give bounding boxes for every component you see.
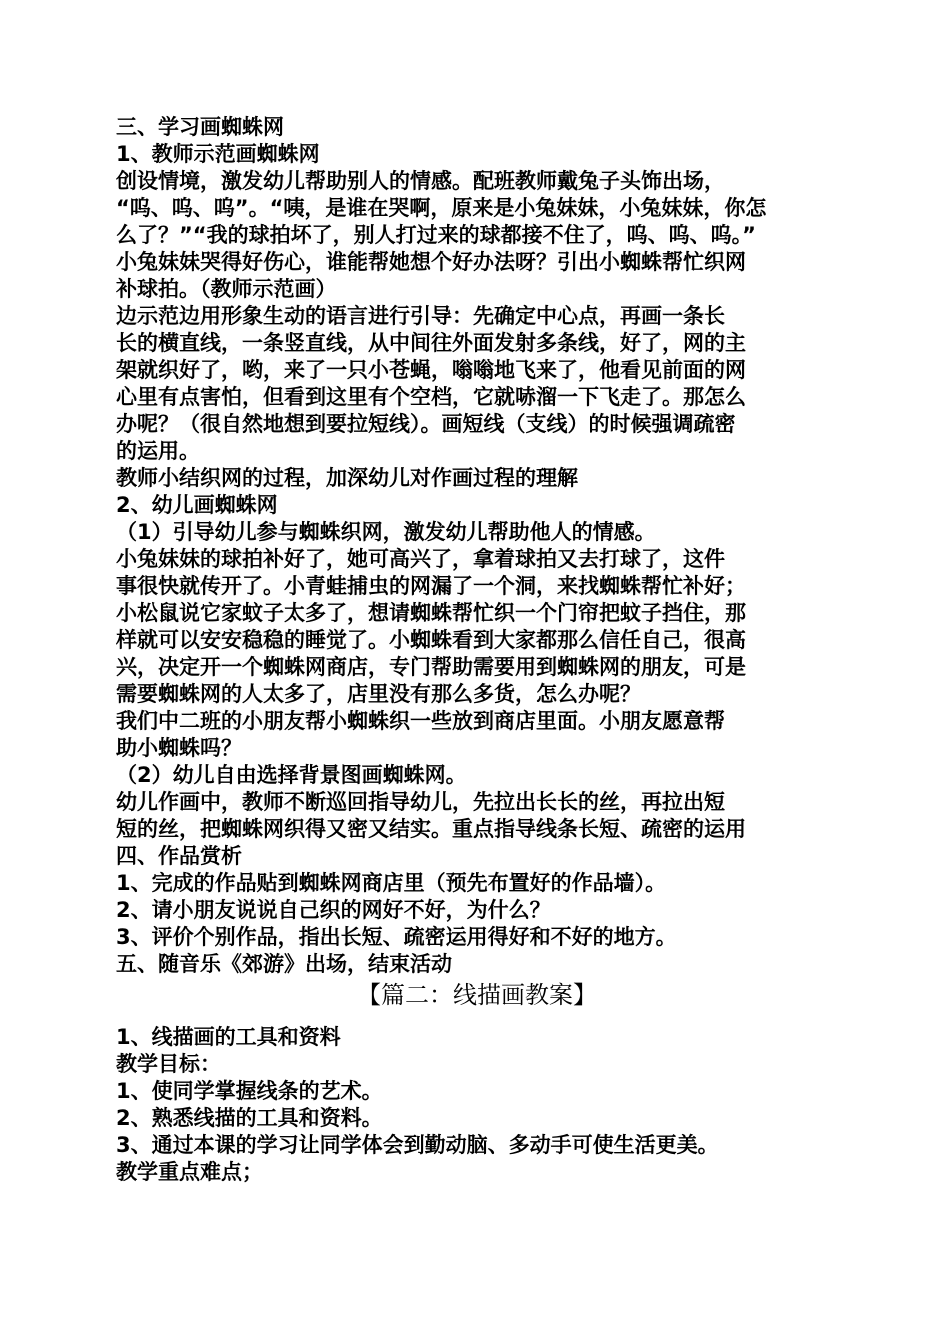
lesson-part-1 <box>116 114 838 978</box>
text-line: 小松鼠说它家蚊子太多了，想请蜘蛛帮忙织一个门帘把蚊子挡住，那 <box>116 601 746 625</box>
text-line: 创设情境，激发幼儿帮助别人的情感。配班教师戴兔子头饰出场， <box>116 169 725 193</box>
text-line: 补球拍。（教师示范画） <box>116 277 337 301</box>
text-line: 五、随音乐《郊游》出场，结束活动 <box>116 952 452 976</box>
text-line: 教学目标： <box>116 1052 221 1076</box>
text-line: 需要蜘蛛网的人太多了，店里没有那么多货，怎么办呢？ <box>116 682 641 706</box>
text-line: 三、学习画蜘蛛网 <box>116 115 284 139</box>
text-line: 四、作品赏析 <box>116 844 242 868</box>
text-line: 架就织好了，哟，来了一只小苍蝇，嗡嗡地飞来了，他看见前面的网 <box>116 358 746 382</box>
text-line: 教师小结织网的过程，加深幼儿对作画过程的理解 <box>116 466 578 490</box>
text-line: 助小蜘蛛吗？ <box>116 736 242 760</box>
text-line: 样就可以安安稳稳的睡觉了。小蜘蛛看到大家都那么信任自己，很高 <box>116 628 746 652</box>
text-line: 么了？”“我的球拍坏了，别人打过来的球都接不住了，呜、呜、呜。” <box>116 223 756 247</box>
text-line: 2、熟悉线描的工具和资料。 <box>116 1106 383 1130</box>
section-title: 【篇二：线描画教案】 <box>357 981 597 1009</box>
text-line: 心里有点害怕，但看到这里有个空档，它就哧溜一下飞走了。那怎么 <box>116 385 746 409</box>
text-line: 3、评价个别作品，指出长短、疏密运用得好和不好的地方。 <box>116 925 677 949</box>
text-line: 长的横直线，一条竖直线，从中间往外面发射多条线，好了，网的主 <box>116 331 746 355</box>
text-line: 的运用。 <box>116 439 200 463</box>
text-line: 1、使同学掌握线条的艺术。 <box>116 1079 383 1103</box>
text-line: 我们中二班的小朋友帮小蜘蛛织一些放到商店里面。小朋友愿意帮 <box>116 709 725 733</box>
document-page <box>116 114 838 1186</box>
text-line: 办呢？（很自然地想到要拉短线）。画短线（支线）的时候强调疏密 <box>116 412 736 436</box>
text-line: 2、请小朋友说说自己织的网好不好，为什么？ <box>116 898 551 922</box>
text-line: 小兔妹妹哭得好伤心，谁能帮她想个好办法呀？引出小蜘蛛帮忙织网 <box>116 250 746 274</box>
text-line: “呜、呜、呜”。“咦，是谁在哭啊，原来是小兔妹妹，小兔妹妹，你怎 <box>116 196 767 220</box>
text-line: 兴，决定开一个蜘蛛网商店，专门帮助需要用到蜘蛛网的朋友，可是 <box>116 655 746 679</box>
text-line: 1、教师示范画蜘蛛网 <box>116 142 320 166</box>
text-line: 3、通过本课的学习让同学体会到勤动脑、多动手可使生活更美。 <box>116 1133 719 1157</box>
text-line: 2、幼儿画蜘蛛网 <box>116 493 278 517</box>
text-line: （1）引导幼儿参与蜘蛛织网，激发幼儿帮助他人的情感。 <box>116 520 656 544</box>
lesson-part-2 <box>116 1024 838 1186</box>
text-line: 1、线描画的工具和资料 <box>116 1025 341 1049</box>
text-line: 事很快就传开了。小青蛙捕虫的网漏了一个洞，来找蜘蛛帮忙补好； <box>116 574 746 598</box>
text-line: 幼儿作画中，教师不断巡回指导幼儿，先拉出长长的丝，再拉出短 <box>116 790 725 814</box>
text-line: 边示范边用形象生动的语言进行引导：先确定中心点，再画一条长 <box>116 304 725 328</box>
text-line: 1、完成的作品贴到蜘蛛网商店里（预先布置好的作品墙）。 <box>116 871 667 895</box>
text-line: 教学重点难点； <box>116 1160 263 1184</box>
text-line: 短的丝，把蜘蛛网织得又密又结实。重点指导线条长短、疏密的运用 <box>116 817 746 841</box>
text-line: （2）幼儿自由选择背景图画蜘蛛网。 <box>116 763 467 787</box>
text-line: 小兔妹妹的球拍补好了，她可高兴了，拿着球拍又去打球了，这件 <box>116 547 725 571</box>
